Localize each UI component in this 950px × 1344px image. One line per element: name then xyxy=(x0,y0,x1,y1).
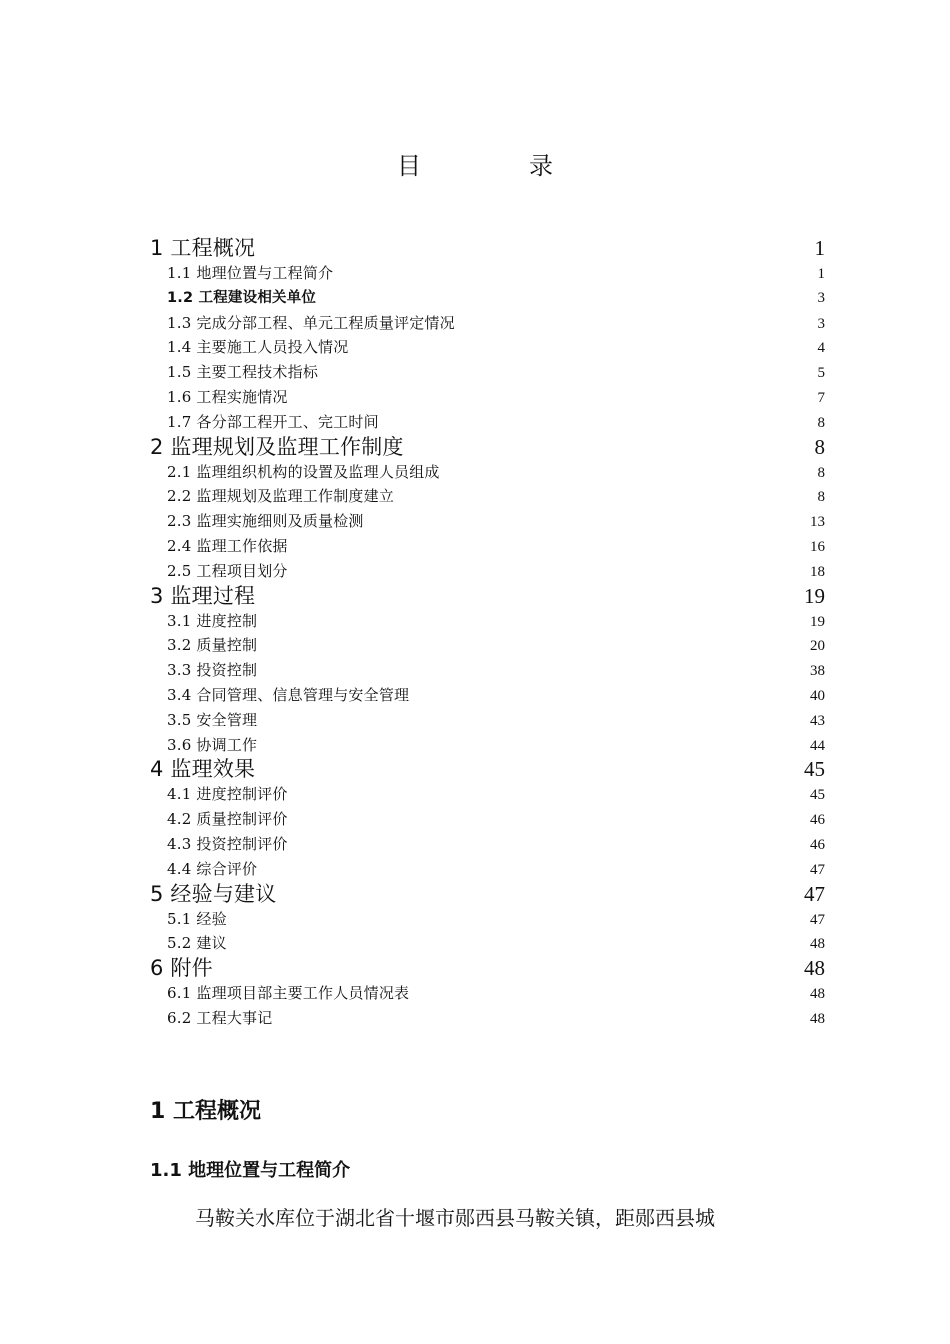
toc-entry-page-number: 47 xyxy=(804,881,825,906)
toc-entry-page-number: 45 xyxy=(804,757,825,782)
toc-entry-label: 3 监理过程 xyxy=(150,583,256,608)
toc-section-entry[interactable] xyxy=(150,832,825,857)
toc-entry-page-number: 1 xyxy=(817,266,825,282)
toc-entry-label: 2 监理规划及监理工作制度 xyxy=(150,434,404,459)
toc-section-entry[interactable] xyxy=(150,733,825,758)
toc-section-entry[interactable] xyxy=(150,633,825,658)
toc-entry-page-number: 47 xyxy=(810,911,825,928)
toc-entry-page-number: 44 xyxy=(810,737,825,754)
toc-section-entry[interactable] xyxy=(150,683,825,708)
toc-section-entry[interactable] xyxy=(150,981,825,1006)
toc-entry-label: 3.6 协调工作 xyxy=(167,735,258,754)
toc-entry-page-number: 45 xyxy=(810,787,825,804)
toc-entry-label: 5 经验与建议 xyxy=(150,881,277,906)
toc-entry-label: 2.5 工程项目划分 xyxy=(167,561,288,580)
toc-entry-page-number: 48 xyxy=(810,936,825,953)
toc-chapter-entry[interactable] xyxy=(150,956,825,981)
toc-section-entry[interactable] xyxy=(150,311,825,336)
toc-section-entry[interactable] xyxy=(150,509,825,534)
toc-section-entry[interactable] xyxy=(150,360,825,385)
toc-entry-label: 4.3 投资控制评价 xyxy=(167,834,288,853)
toc-entry-page-number: 40 xyxy=(810,687,825,704)
toc-entry-page-number: 8 xyxy=(814,434,825,459)
toc-entry-page-number: 18 xyxy=(810,563,825,580)
toc-entry-label: 3.5 安全管理 xyxy=(167,710,258,729)
toc-entry-page-number: 3 xyxy=(817,289,825,306)
toc-section-entry[interactable] xyxy=(150,857,825,882)
toc-entry-page-number: 3 xyxy=(817,315,825,332)
toc-entry-label: 3.4 合同管理、信息管理与安全管理 xyxy=(167,685,410,704)
toc-entry-label: 5.2 建议 xyxy=(167,934,227,953)
table-of-contents xyxy=(150,236,825,1031)
toc-chapter-entry[interactable] xyxy=(150,757,825,782)
toc-entry-label: 1.2 工程建设相关单位 xyxy=(167,289,317,306)
toc-section-entry[interactable] xyxy=(150,708,825,733)
toc-section-entry[interactable] xyxy=(150,782,825,807)
toc-section-entry[interactable] xyxy=(150,658,825,683)
toc-entry-page-number: 1 xyxy=(814,236,825,260)
toc-entry-label: 2.1 监理组织机构的设置及监理人员组成 xyxy=(167,462,440,481)
toc-entry-page-number: 48 xyxy=(810,1010,825,1027)
toc-section-entry[interactable] xyxy=(150,609,825,634)
toc-entry-label: 4.1 进度控制评价 xyxy=(167,785,288,804)
toc-entry-label: 4 监理效果 xyxy=(150,757,256,782)
toc-entry-page-number: 7 xyxy=(817,389,825,406)
section-heading: 1 工程概况 xyxy=(150,1099,261,1124)
toc-entry-label: 5.1 经验 xyxy=(167,909,227,928)
toc-chapter-entry[interactable] xyxy=(150,236,825,261)
toc-entry-page-number: 48 xyxy=(804,956,825,981)
toc-section-entry[interactable] xyxy=(150,1006,825,1031)
toc-chapter-entry[interactable] xyxy=(150,584,825,609)
toc-entry-page-number: 13 xyxy=(810,514,825,531)
toc-entry-label: 6 附件 xyxy=(150,956,213,981)
toc-section-entry[interactable] xyxy=(150,484,825,509)
toc-entry-page-number: 43 xyxy=(810,712,825,729)
toc-entry-label: 1.4 主要施工人员投入情况 xyxy=(167,338,349,357)
toc-entry-page-number: 8 xyxy=(817,414,825,431)
toc-entry-label: 1.3 完成分部工程、单元工程质量评定情况 xyxy=(167,313,455,332)
toc-entry-page-number: 19 xyxy=(804,583,825,608)
toc-entry-page-number: 16 xyxy=(810,538,825,555)
toc-section-entry[interactable] xyxy=(150,559,825,584)
toc-entry-label: 2.2 监理规划及监理工作制度建立 xyxy=(167,487,395,506)
toc-entry-label: 3.1 进度控制 xyxy=(167,611,258,630)
toc-entry-label: 6.1 监理项目部主要工作人员情况表 xyxy=(167,984,410,1003)
toc-section-entry[interactable] xyxy=(150,410,825,435)
toc-entry-label: 1.1 地理位置与工程简介 xyxy=(167,264,334,282)
toc-entry-page-number: 5 xyxy=(817,365,825,382)
toc-chapter-entry[interactable] xyxy=(150,435,825,460)
toc-entry-label: 1.7 各分部工程开工、完工时间 xyxy=(167,412,379,431)
toc-entry-page-number: 19 xyxy=(810,613,825,630)
toc-entry-label: 4.4 综合评价 xyxy=(167,859,258,878)
toc-section-entry[interactable] xyxy=(150,286,825,311)
toc-entry-page-number: 46 xyxy=(810,812,825,829)
toc-entry-label: 4.2 质量控制评价 xyxy=(167,810,288,829)
toc-entry-label: 2.4 监理工作依据 xyxy=(167,536,288,555)
toc-section-entry[interactable] xyxy=(150,807,825,832)
toc-entry-page-number: 46 xyxy=(810,836,825,853)
body-paragraph: 马鞍关水库位于湖北省十堰市郧西县马鞍关镇，距郧西县城 xyxy=(195,1206,715,1230)
toc-section-entry[interactable] xyxy=(150,931,825,956)
toc-entry-page-number: 4 xyxy=(817,340,825,357)
toc-section-entry[interactable] xyxy=(150,907,825,932)
toc-chapter-entry[interactable] xyxy=(150,882,825,907)
toc-section-entry[interactable] xyxy=(150,335,825,360)
toc-entry-page-number: 8 xyxy=(817,489,825,506)
toc-section-entry[interactable] xyxy=(150,460,825,485)
toc-section-entry[interactable] xyxy=(150,385,825,410)
toc-entry-page-number: 38 xyxy=(810,663,825,680)
toc-entry-page-number: 8 xyxy=(817,464,825,481)
toc-section-entry[interactable] xyxy=(150,534,825,559)
toc-entry-label: 2.3 监理实施细则及质量检测 xyxy=(167,512,364,531)
toc-entry-label: 3.2 质量控制 xyxy=(167,636,258,655)
toc-entry-page-number: 20 xyxy=(810,638,825,655)
toc-entry-label: 1.6 工程实施情况 xyxy=(167,387,288,406)
toc-entry-label: 3.3 投资控制 xyxy=(167,661,258,680)
toc-title: 目 录 xyxy=(397,152,595,180)
toc-section-entry[interactable] xyxy=(150,261,825,286)
toc-entry-label: 6.2 工程大事记 xyxy=(167,1008,273,1027)
toc-entry-label: 1.5 主要工程技术指标 xyxy=(167,363,319,382)
toc-entry-page-number: 47 xyxy=(810,861,825,878)
subsection-heading: 1.1 地理位置与工程简介 xyxy=(150,1160,351,1181)
toc-entry-page-number: 48 xyxy=(810,986,825,1003)
toc-entry-label: 1 工程概况 xyxy=(150,236,256,260)
